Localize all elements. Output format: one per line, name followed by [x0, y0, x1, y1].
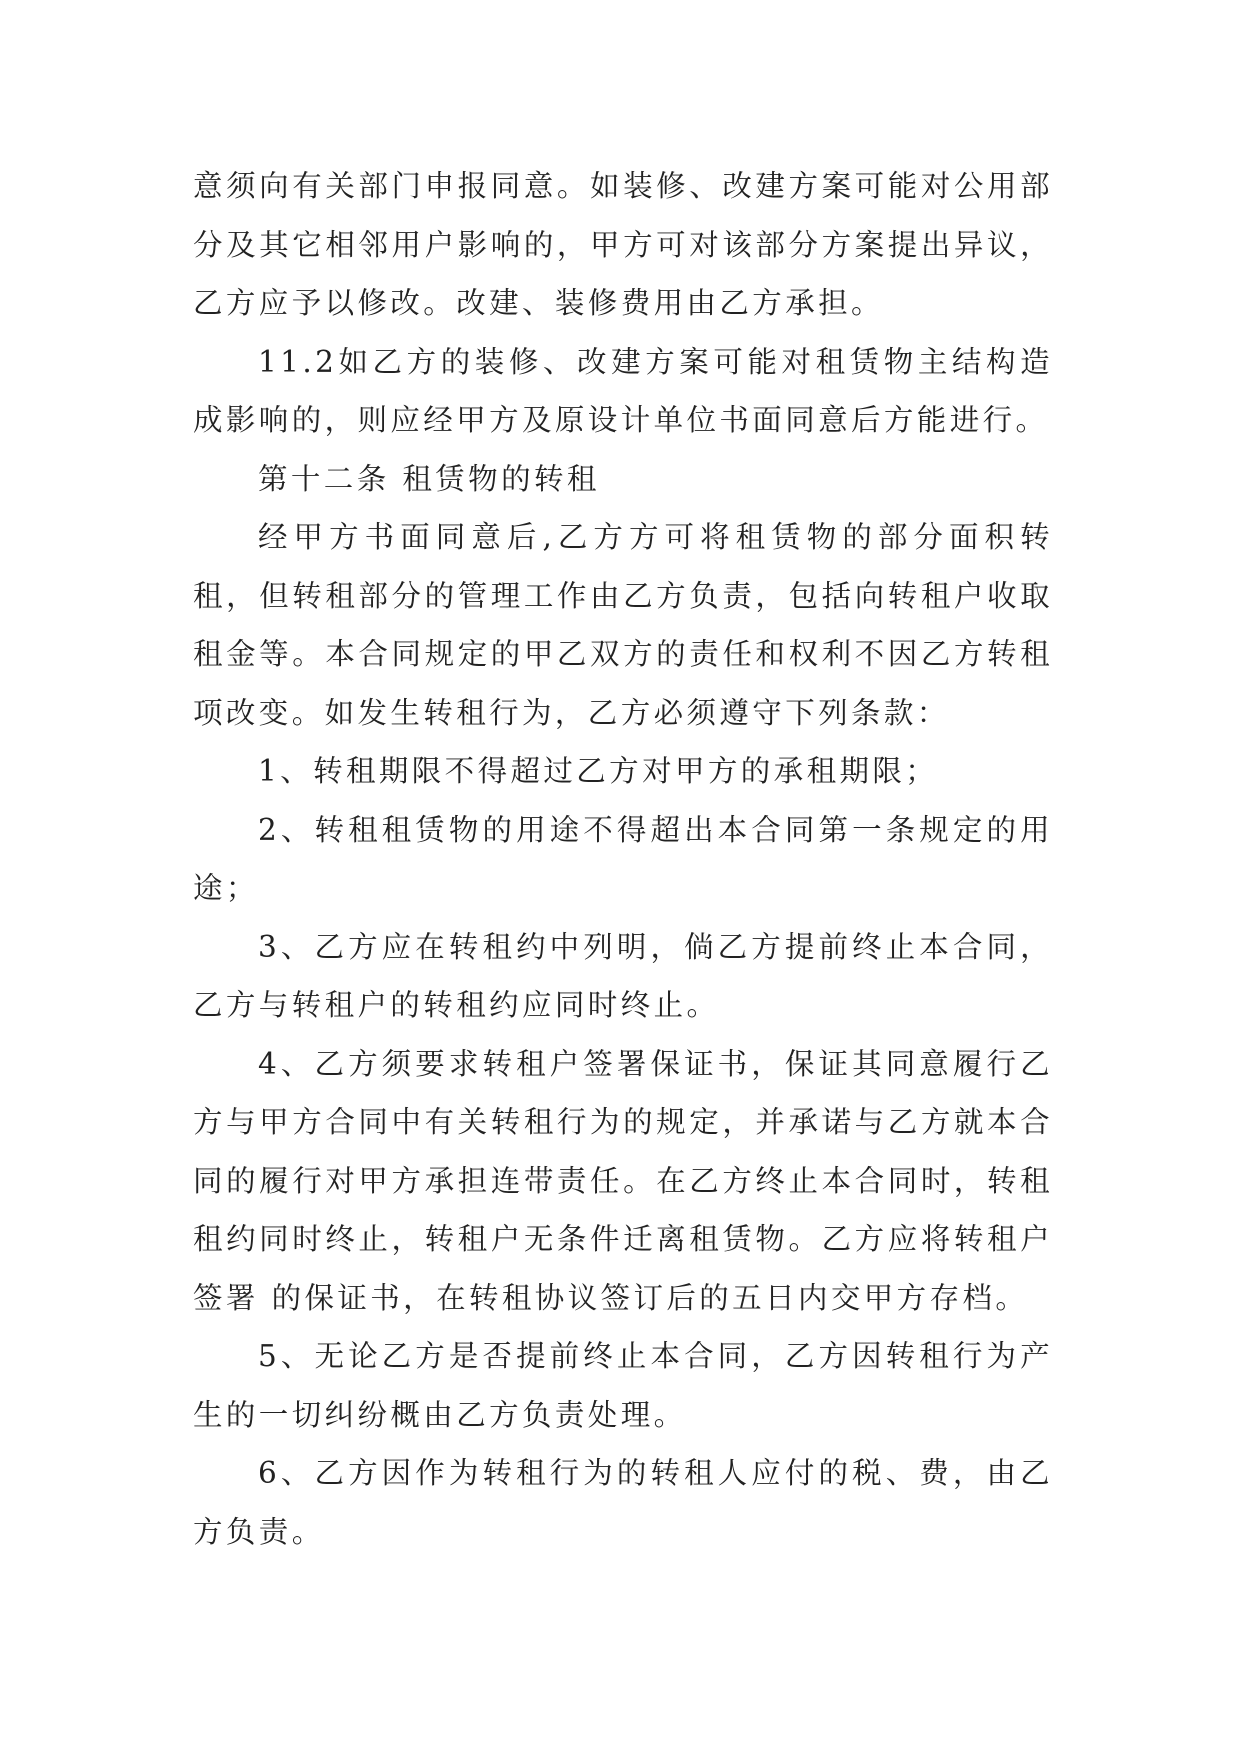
section-heading-article-12: 第十二条 租赁物的转租 — [258, 461, 600, 496]
paragraph-sublease-intro: 经甲方书面同意后,乙方方可将租赁物的部分面积转租，但转租部分的管理工作由乙方负责，包括向转租户收取租金等。本合同规定的甲乙双方的责任和权利不因乙方转租项改变。如发生转租行为，乙方必须遵守下列条款： — [193, 520, 1053, 730]
list-item-6: 6、乙方因作为转租行为的转租人应付的税、费，由乙方负责。 — [193, 1456, 1053, 1549]
list-item-4: 4、乙方须要求转租户签署保证书，保证其同意履行乙方与甲方合同中有关转租行为的规定，并承诺与乙方就本合同的履行对甲方承担连带责任。在乙方终止本合同时，转租租约同时终止，转租户无条件迁离租赁物。乙方应将转租户签署 的保证书，在转租协议签订后的五日内交甲方存档。 — [193, 1046, 1053, 1315]
list-item-3: 3、乙方应在转租约中列明，倘乙方提前终止本合同，乙方与转租户的转租约应同时终止。 — [193, 929, 1053, 1022]
list-item-5: 5、无论乙方是否提前终止本合同，乙方因转租行为产生的一切纠纷概由乙方负责处理。 — [193, 1339, 1053, 1432]
list-item-1: 1、转租期限不得超过乙方对甲方的承租期限； — [258, 754, 939, 788]
list-item-2: 2、转租租赁物的用途不得超出本合同第一条规定的用途； — [193, 812, 1053, 905]
paragraph-clause-11-2: 11.2如乙方的装修、改建方案可能对租赁物主结构造成影响的，则应经甲方及原设计单位书面同意后方能进行。 — [193, 344, 1053, 437]
document-body — [193, 157, 1053, 1561]
paragraph-continuation: 意须向有关部门申报同意。如装修、改建方案可能对公用部分及其它相邻用户影响的，甲方可对该部分方案提出异议，乙方应予以修改。改建、装修费用由乙方承担。 — [193, 169, 1053, 320]
